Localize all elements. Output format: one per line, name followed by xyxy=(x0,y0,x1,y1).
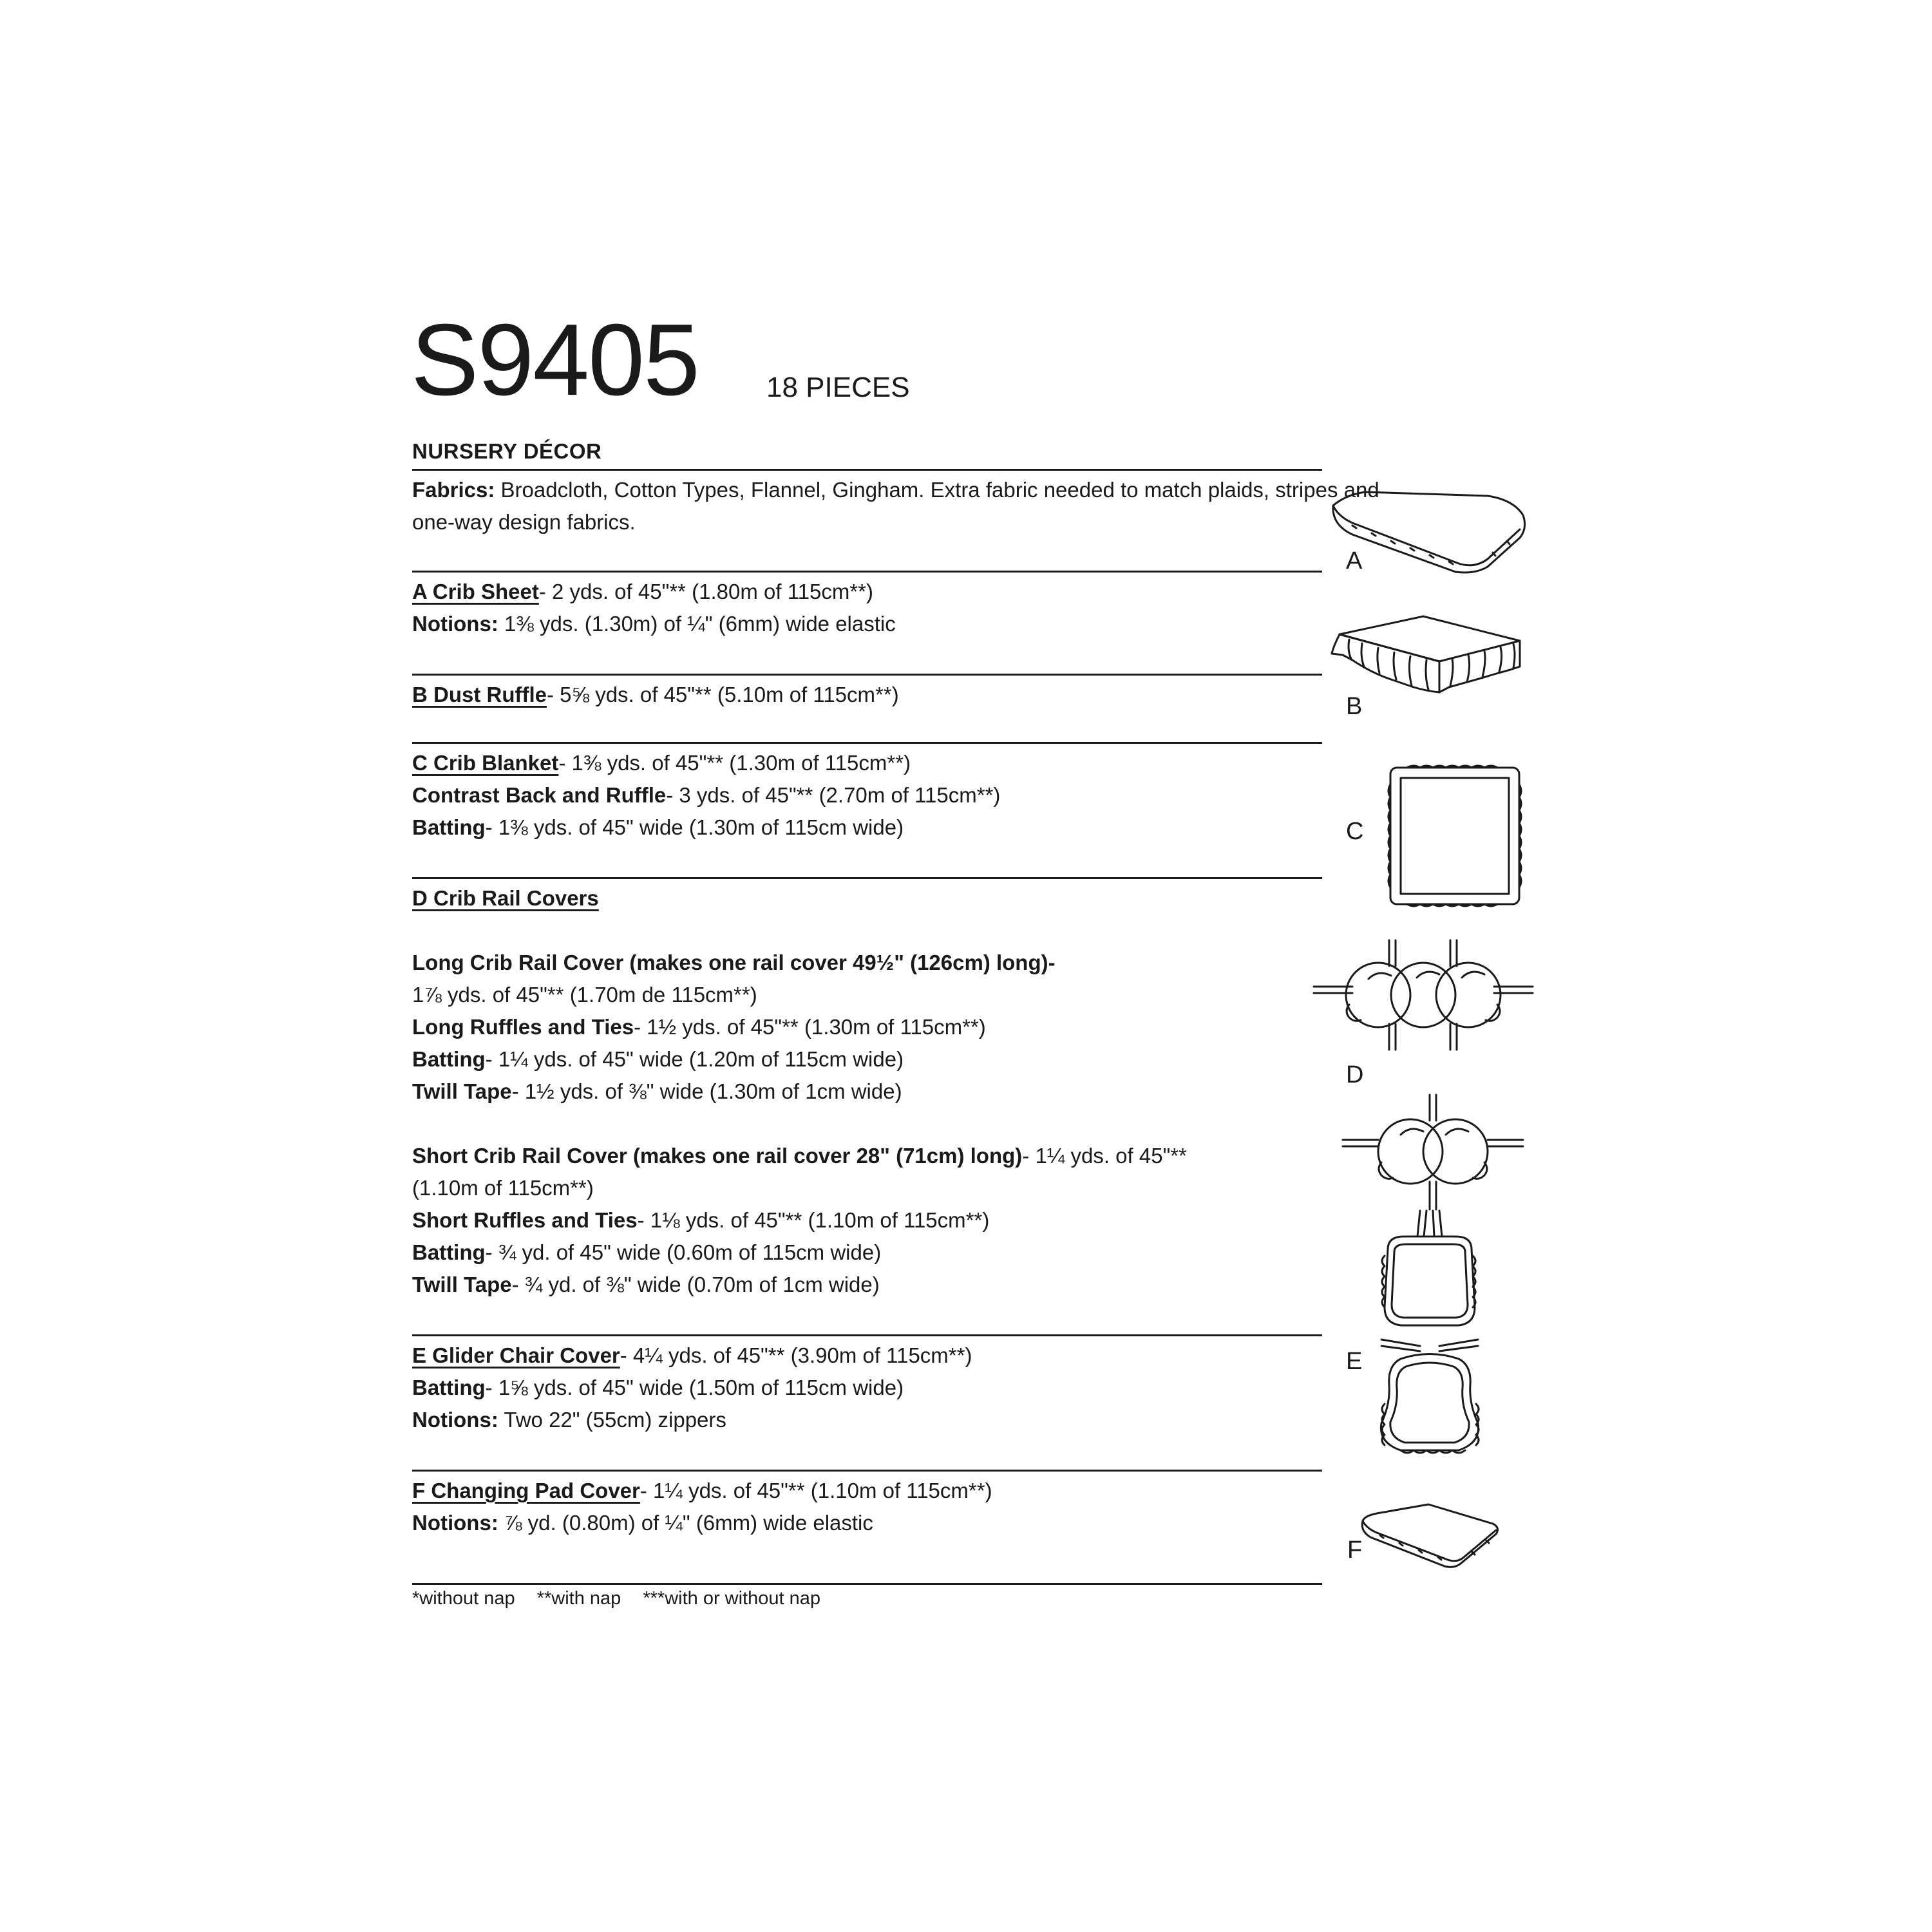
divider xyxy=(412,571,1322,573)
view-e-amount: - 4¼ yds. of 45"** (3.90m of 115cm**) xyxy=(620,1343,972,1367)
view-d-long-ruffles: - 1½ yds. of 45"** (1.30m of 115cm**) xyxy=(634,1015,986,1039)
divider xyxy=(412,742,1322,744)
fabrics-text: Broadcloth, Cotton Types, Flannel, Gingham. Extra fabric needed to match plaids, stripes and xyxy=(500,478,1379,502)
view-f-notions: ⅞ yd. (0.80m) of ¼" (6mm) wide elastic xyxy=(498,1511,873,1535)
view-a-block xyxy=(412,576,1314,640)
view-f-block xyxy=(412,1475,1314,1539)
changing-pad-cover-sketch xyxy=(1358,1502,1506,1573)
view-d-short-amount: - 1¼ yds. of 45"** xyxy=(1022,1144,1187,1168)
view-c-amount: - 1⅜ yds. of 45"** (1.30m of 115cm**) xyxy=(558,751,911,775)
view-d-short-ruffles-label: Short Ruffles and Ties xyxy=(412,1208,638,1232)
sketch-label-d: D xyxy=(1346,1061,1364,1088)
view-e-notions-label: Notions: xyxy=(412,1408,498,1432)
divider xyxy=(412,1470,1322,1472)
view-a-amount: - 2 yds. of 45"** (1.80m of 115cm**) xyxy=(538,580,873,603)
view-d-name: D Crib Rail Covers xyxy=(412,886,599,910)
sketch-label-a: A xyxy=(1346,547,1363,574)
fabrics-label: Fabrics: xyxy=(412,478,495,502)
view-b-name: B Dust Ruffle xyxy=(412,683,547,706)
glider-chair-cover-sketch xyxy=(1375,1211,1484,1462)
view-f-amount: - 1¼ yds. of 45"** (1.10m of 115cm**) xyxy=(639,1479,992,1502)
divider xyxy=(412,1583,1322,1585)
view-c-batting-label: Batting xyxy=(412,815,486,839)
view-e-notions: Two 22" (55cm) zippers xyxy=(498,1408,726,1432)
view-c-name: C Crib Blanket xyxy=(412,751,559,775)
view-e-batting-label: Batting xyxy=(412,1376,486,1399)
sketch-label-b: B xyxy=(1346,693,1363,720)
view-d-long-batting-label: Batting xyxy=(412,1047,486,1071)
short-rail-cover-sketch xyxy=(1343,1095,1523,1211)
view-d-long-amount: 1⅞ yds. of 45"** (1.70m de 115cm**) xyxy=(412,983,757,1007)
divider xyxy=(412,1334,1322,1336)
view-e-batting: - 1⅝ yds. of 45" wide (1.50m of 115cm wide) xyxy=(485,1376,904,1399)
view-d-short-label: Short Crib Rail Cover (makes one rail cover 28" (71cm) long) xyxy=(412,1144,1023,1168)
footnotes xyxy=(412,1589,837,1608)
view-a-notions-label: Notions: xyxy=(412,612,498,636)
pattern-number: S9405 xyxy=(411,303,699,417)
view-c-contrast-label: Contrast Back and Ruffle xyxy=(412,783,667,807)
view-d-long-tape-label: Twill Tape xyxy=(412,1079,512,1103)
view-e-block xyxy=(412,1340,1314,1436)
view-f-name: F Changing Pad Cover xyxy=(412,1479,640,1502)
sketch-label-c: C xyxy=(1346,818,1364,845)
view-b-amount: - 5⅝ yds. of 45"** (5.10m of 115cm**) xyxy=(547,683,899,706)
view-d-short-amount-2: (1.10m of 115cm**) xyxy=(412,1176,594,1200)
divider xyxy=(412,469,1322,471)
view-a-notions: 1⅜ yds. (1.30m) of ¼" (6mm) wide elastic xyxy=(498,612,896,636)
view-d-long-label: Long Crib Rail Cover (makes one rail cover 49½" (126cm) long)- xyxy=(412,951,1056,974)
sketch-label-e: E xyxy=(1346,1348,1363,1375)
view-d-long-batting: - 1¼ yds. of 45" wide (1.20m of 115cm wide) xyxy=(485,1047,904,1071)
view-d-short-batting: - ¾ yd. of 45" wide (0.60m of 115cm wide) xyxy=(485,1240,882,1264)
view-f-notions-label: Notions: xyxy=(412,1511,498,1535)
footnote-with-or-without: ***with or without nap xyxy=(643,1588,820,1609)
view-c-batting: - 1⅜ yds. of 45" wide (1.30m of 115cm wide) xyxy=(485,815,904,839)
long-rail-cover-sketch xyxy=(1314,940,1533,1053)
page-title: NURSERY DÉCOR xyxy=(412,439,602,463)
footnote-without-nap: *without nap xyxy=(412,1588,515,1609)
view-b-block xyxy=(412,679,1314,711)
view-a-name: A Crib Sheet xyxy=(412,580,539,603)
crib-blanket-sketch xyxy=(1381,759,1530,913)
footnote-with-nap: **with nap xyxy=(536,1588,621,1609)
view-c-block xyxy=(412,747,1314,844)
fabrics-text-2: one-way design fabrics. xyxy=(412,510,636,534)
view-e-name: E Glider Chair Cover xyxy=(412,1343,620,1367)
view-d-short-tape: - ¾ yd. of ⅜" wide (0.70m of 1cm wide) xyxy=(511,1273,880,1296)
view-c-contrast: - 3 yds. of 45"** (2.70m of 115cm**) xyxy=(666,783,1001,807)
view-d-long-ruffles-label: Long Ruffles and Ties xyxy=(412,1015,634,1039)
view-d-short-tape-label: Twill Tape xyxy=(412,1273,512,1296)
view-d-short-ruffles: - 1⅛ yds. of 45"** (1.10m of 115cm**) xyxy=(637,1208,990,1232)
view-d-long-tape: - 1½ yds. of ⅜" wide (1.30m of 1cm wide) xyxy=(511,1079,902,1103)
pieces-count: 18 PIECES xyxy=(766,372,910,403)
divider xyxy=(412,877,1322,879)
divider xyxy=(412,674,1322,676)
sketch-label-f: F xyxy=(1347,1537,1363,1564)
view-d-short-batting-label: Batting xyxy=(412,1240,486,1264)
view-d-block xyxy=(412,882,1314,1301)
fabrics-block xyxy=(412,474,1379,538)
